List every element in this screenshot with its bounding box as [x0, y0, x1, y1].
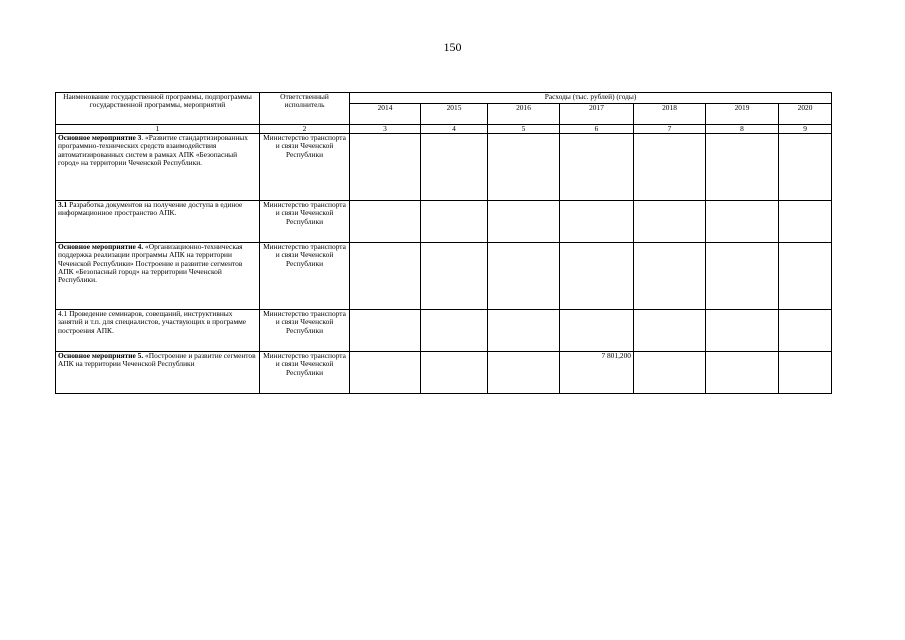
activity-name-bold: Основное мероприятие 4.: [58, 242, 144, 251]
table-row: [56, 134, 832, 201]
value-cell-2017: [560, 243, 634, 310]
value-cell-2020: [779, 201, 832, 243]
year-2017: 2017: [560, 104, 634, 125]
activity-name: [56, 310, 260, 352]
column-number: 2: [260, 125, 350, 134]
value-cell-2016: [488, 310, 560, 352]
header-expenses-column: Расходы (тыс. рублей) (годы): [350, 93, 832, 104]
executor-cell: Министерство транспорта и связи Чеченской Республики: [260, 310, 350, 352]
value-cell-2015: [421, 352, 488, 394]
activity-name-bold: Основное мероприятие 3: [58, 133, 142, 142]
activity-name: [56, 201, 260, 243]
year-2018: 2018: [634, 104, 706, 125]
value-cell-2016: [488, 243, 560, 310]
header-row: [56, 93, 832, 104]
header-name-column: Наименование государственной программы, подпрограммы государственной программы, мероприятий: [56, 93, 260, 125]
value-cell-2016: [488, 134, 560, 201]
value-cell-2020: [779, 310, 832, 352]
table-row: [56, 352, 832, 394]
header-executor-column: Ответственный исполнитель: [260, 93, 350, 125]
value-cell-2014: [350, 134, 421, 201]
column-number: 7: [634, 125, 706, 134]
table-row: [56, 201, 832, 243]
value-cell-2018: [634, 352, 706, 394]
executor-cell: Министерство транспорта и связи Чеченской Республики: [260, 243, 350, 310]
column-number: 5: [488, 125, 560, 134]
value-cell-2017: 7 801,200: [560, 352, 634, 394]
value-cell-2015: [421, 310, 488, 352]
value-cell-2014: [350, 310, 421, 352]
executor-cell: Министерство транспорта и связи Чеченской Республики: [260, 134, 350, 201]
value-cell-2020: [779, 243, 832, 310]
activity-name-text: Разработка документов на получение доступа в единое информационное пространство АПК.: [58, 200, 243, 218]
year-2020: 2020: [779, 104, 832, 125]
executor-cell: Министерство транспорта и связи Чеченской Республики: [260, 201, 350, 243]
value-cell-2014: [350, 201, 421, 243]
table-row: [56, 243, 832, 310]
budget-table: [55, 92, 832, 394]
value-cell-2015: [421, 134, 488, 201]
value-cell-2018: [634, 201, 706, 243]
column-number: 4: [421, 125, 488, 134]
activity-name-bold: 3.1: [58, 200, 68, 209]
year-2016: 2016: [488, 104, 560, 125]
value-cell-2018: [634, 134, 706, 201]
value-cell-2017: [560, 310, 634, 352]
value-cell-2015: [421, 243, 488, 310]
activity-name: [56, 352, 260, 394]
value-cell-2019: [706, 134, 779, 201]
page-number: 150: [443, 40, 462, 54]
activity-name: [56, 243, 260, 310]
activity-name-text: 4.1 Проведение семинаров, совещаний, инструктивных занятий и т.п. для специалистов, участвующих в программе построения АПК.: [58, 309, 247, 335]
value-cell-2015: [421, 201, 488, 243]
value-cell-2014: [350, 243, 421, 310]
value-cell-2016: [488, 352, 560, 394]
activity-name-bold: Основное мероприятие 5.: [58, 351, 144, 360]
value-cell-2014: [350, 352, 421, 394]
column-number: 6: [560, 125, 634, 134]
value-cell-2019: [706, 243, 779, 310]
value-cell-2018: [634, 243, 706, 310]
activity-name: [56, 134, 260, 201]
value-cell-2019: [706, 310, 779, 352]
column-number: 1: [56, 125, 260, 134]
value-cell-2019: [706, 352, 779, 394]
year-2019: 2019: [706, 104, 779, 125]
year-2015: 2015: [421, 104, 488, 125]
executor-cell: Министерство транспорта и связи Чеченской Республики: [260, 352, 350, 394]
value-cell-2017: [560, 134, 634, 201]
activity-name-text: «Построение и развитие сегментов АПК на территории Чеченской Республики: [58, 351, 256, 369]
value-cell-2017: [560, 201, 634, 243]
activity-name-text: «Организационно-техническая поддержка реализации программы АПК на территории Чеченской Республики» Построение и развитие сегментов АПК «Безопасный город» на территории Чеченской Республики.: [58, 242, 243, 285]
value-cell-2018: [634, 310, 706, 352]
value-cell-2020: [779, 134, 832, 201]
table-row: [56, 310, 832, 352]
value-cell-2016: [488, 201, 560, 243]
column-number: 3: [350, 125, 421, 134]
value-cell-2020: [779, 352, 832, 394]
column-number: 8: [706, 125, 779, 134]
year-2014: 2014: [350, 104, 421, 125]
activity-name-text: . «Развитие стандартизированных программно-технических средств взаимодействия автоматизированных систем в рамках АПК «Безопасный город» на территории Чеченской Республики.: [58, 133, 248, 167]
column-number: 9: [779, 125, 832, 134]
value-cell-2019: [706, 201, 779, 243]
